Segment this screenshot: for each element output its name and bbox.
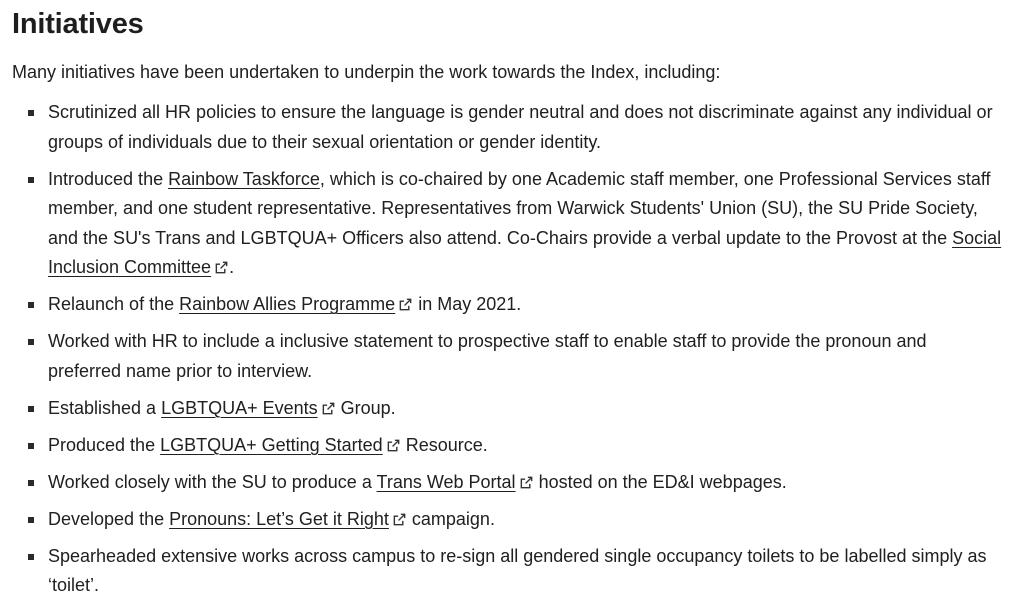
intro-paragraph: Many initiatives have been undertaken to underpin the work towards the Index, including:: [12, 62, 721, 82]
list-item: [12, 431, 1012, 461]
external-link-icon[interactable]: [392, 512, 407, 527]
external-link-icon[interactable]: [214, 260, 229, 275]
item-text: .: [229, 257, 235, 277]
bullet-icon: [28, 302, 34, 308]
social-inclusion-committee-link[interactable]: Social Inclusion Committee: [48, 227, 1002, 277]
rainbow-allies-programme-link[interactable]: Rainbow Allies Programme: [179, 294, 396, 314]
external-link-icon[interactable]: [386, 438, 401, 453]
list-item: [12, 468, 1012, 498]
item-text: Introduced the: [48, 168, 169, 189]
bullet-icon: [28, 480, 34, 486]
item-text: Group.: [335, 397, 396, 418]
list-item: [12, 98, 1012, 157]
external-link-icon[interactable]: [321, 401, 336, 416]
section-heading: Initiatives: [12, 8, 144, 40]
external-link-icon[interactable]: [398, 297, 413, 312]
item-text: Developed the: [48, 508, 170, 529]
external-link-icon[interactable]: [519, 475, 534, 490]
list-item: [12, 505, 1012, 535]
rainbow-taskforce-link[interactable]: Rainbow Taskforce: [168, 168, 320, 189]
bullet-icon: [28, 177, 34, 183]
item-text: Relaunch of the: [48, 294, 180, 314]
item-text: hosted on the ED&I webpages.: [533, 471, 787, 492]
bullet-icon: [28, 554, 34, 560]
bullet-icon: [28, 110, 34, 116]
initiatives-list: [12, 98, 1012, 601]
pronouns-campaign-link[interactable]: Pronouns: Let’s Get it Right: [169, 508, 389, 529]
bullet-icon: [28, 517, 34, 523]
item-text: , which is co-chaired by one Academic staff member, one Professional Services staff member, and one student representative. Representatives from Warwick Students' Union (SU), the SU Pride Society, and the SU's Trans and LGBTQUA+ Officers also attend. Co-Chairs provide a verbal update to the Provost at the: [48, 168, 991, 248]
list-item: [12, 290, 1012, 320]
item-text: Produced the: [48, 434, 161, 455]
lgbtqua-events-link[interactable]: LGBTQUA+ Events: [161, 397, 318, 418]
item-text: Worked closely with the SU to produce a: [48, 471, 377, 492]
item-text: in May 2021.: [413, 294, 522, 314]
item-text: Resource.: [400, 434, 488, 455]
item-text: Scrutinized all HR policies to ensure the language is gender neutral and does not discriminate against any individual or groups of individuals due to their sexual orientation or gender identity.: [48, 102, 993, 152]
item-text: Spearheaded extensive works across campus to re-sign all gendered single occupancy toilets to be labelled simply as ‘toilet’.: [48, 545, 987, 595]
list-item: [12, 165, 1012, 283]
bullet-icon: [28, 443, 34, 449]
trans-web-portal-link[interactable]: Trans Web Portal: [376, 471, 516, 492]
list-item: [12, 327, 1012, 386]
lgbtqua-getting-started-link[interactable]: LGBTQUA+ Getting Started: [160, 434, 383, 455]
list-item: [12, 394, 1012, 424]
bullet-icon: [28, 406, 34, 412]
bullet-icon: [28, 339, 34, 345]
item-text: campaign.: [406, 508, 495, 529]
item-text: Worked with HR to include a inclusive statement to prospective staff to enable staff to provide the pronoun and preferred name prior to interview.: [48, 331, 927, 381]
list-item: [12, 542, 1012, 601]
item-text: Established a: [48, 397, 162, 418]
